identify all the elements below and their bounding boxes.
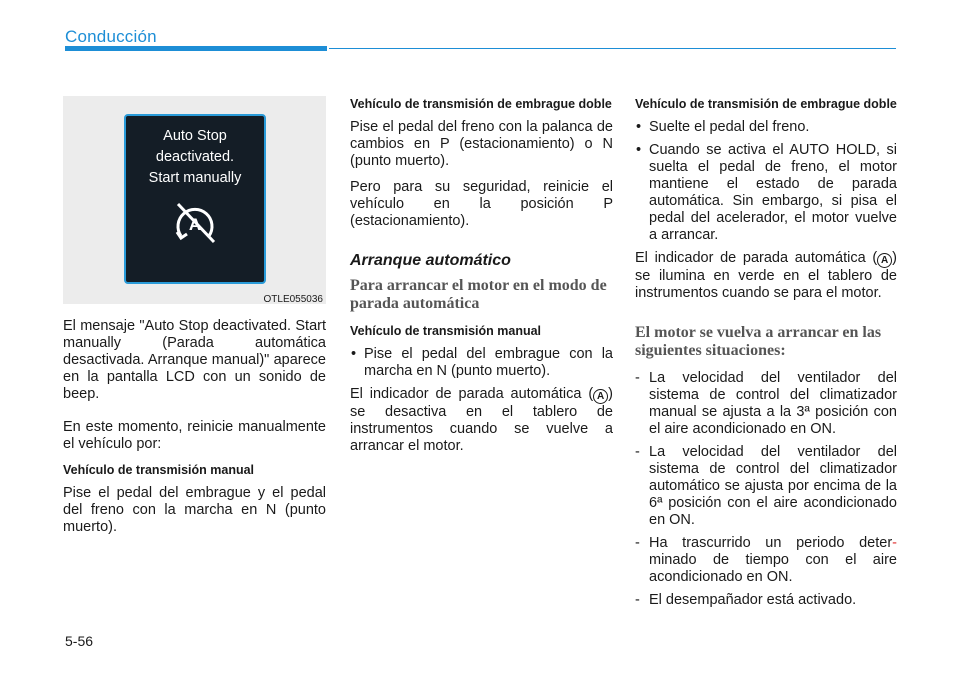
cluster-lcd-screen	[124, 114, 266, 284]
col2-subheading-1: Vehículo de transmisión de embrague doble	[350, 97, 612, 111]
col1-paragraph-3: Pise el pedal del embrague y el pedal del freno con la marcha en N (punto muerto).	[63, 485, 326, 535]
col3-p1-before: El indicador de parada automática (	[635, 250, 878, 266]
col3-paragraph-1	[635, 250, 897, 302]
screen-line-2: deactivated.	[155, 149, 235, 165]
auto-stop-indicator-icon: A	[593, 389, 608, 404]
auto-stop-indicator-icon: A	[877, 253, 892, 268]
col1-paragraph-1: El mensaje "Auto Stop deactivated. Start manually (Parada automática desactivada. Arranque manual)" aparece en la pantalla LCD con un sonido de beep.	[63, 318, 326, 402]
col1-paragraph-2: En este momento, reinicie manualmente el vehículo por:	[63, 419, 326, 452]
column-3	[635, 96, 897, 615]
col2-paragraph-1: Pise el pedal del freno con la palanca de cambios en P (estacionamiento) o N (punto muerto).	[350, 119, 613, 169]
col2-subheading-2: Vehículo de transmisión manual	[350, 324, 542, 338]
page-number: 5-56	[65, 633, 94, 649]
header-rule-thin	[329, 48, 896, 49]
col2-bullet-list	[350, 346, 613, 380]
col3-serif-heading: El motor se vuelva a arrancar en las siguientes situaciones:	[635, 324, 882, 359]
col3-bullet-2: • Cuando se activa el AUTO HOLD, si suelta el pedal de freno, el motor mantiene el estado de parada automática. Sin embargo, si pisa el pedal del acelerador, el motor vuelve a arrancar.	[635, 142, 897, 244]
col3-dash-2: - La velocidad del ventilador del sistema de control del climatizador automático se ajusta por encima de la 6ª posición con el aire acondicionado en ON.	[635, 444, 897, 529]
col3-subheading: Vehículo de transmisión de embrague doble	[635, 97, 897, 111]
col3-dash-4: - El desempañador está activado.	[635, 592, 897, 609]
section-title: Conducción	[65, 27, 157, 46]
column-2	[350, 96, 613, 464]
col3-dash-3-a: Ha trascurrido un periodo deter	[649, 535, 893, 551]
svg-text:A: A	[188, 215, 202, 234]
col3-p1-after: ) se ilumina en verde en el tablero de instrumentos cuando se para el motor.	[635, 250, 897, 301]
col2-paragraph-3	[350, 386, 613, 455]
screen-line-1: Auto Stop	[163, 128, 227, 144]
col2-bullet-1: • Pise el pedal del embrague con la marcha en N (punto muerto).	[350, 346, 613, 380]
screen-line-3: Start manually	[148, 170, 242, 186]
col2-paragraph-2: Pero para su seguridad, reinicie el vehículo en la posición P (estacionamiento).	[350, 179, 613, 229]
col3-dash-1: - La velocidad del ventilador del sistema de control del climatizador manual se ajusta a la 3ª posición con el aire acondicionado en ON.	[635, 370, 897, 438]
col3-dash-3-hyphen: -	[892, 535, 897, 551]
col1-subheading: Vehículo de transmisión manual	[63, 463, 255, 477]
column-1	[63, 96, 326, 545]
auto-stop-off-icon	[168, 198, 222, 248]
col3-bullet-1: • Suelte el pedal del freno.	[635, 119, 897, 136]
auto-start-heading: Arranque automático	[350, 252, 511, 269]
col3-dash-3	[635, 535, 897, 586]
col3-bullet-list	[635, 119, 897, 244]
figure-auto-stop-display	[63, 96, 326, 304]
figure-code: OTLE055036	[263, 294, 323, 305]
header-rule-thick	[65, 46, 327, 51]
col2-serif-heading: Para arrancar el motor en el modo de parada automática	[350, 277, 607, 312]
col3-dash-list	[635, 370, 897, 609]
col2-p3-before: El indicador de parada automática (	[350, 386, 594, 402]
col3-dash-3-b: minado de tiempo con el aire acondicionado en ON.	[649, 552, 897, 585]
col2-p3-after: ) se desactiva en el tablero de instrumentos cuando se vuelve a arrancar el motor.	[350, 386, 613, 454]
